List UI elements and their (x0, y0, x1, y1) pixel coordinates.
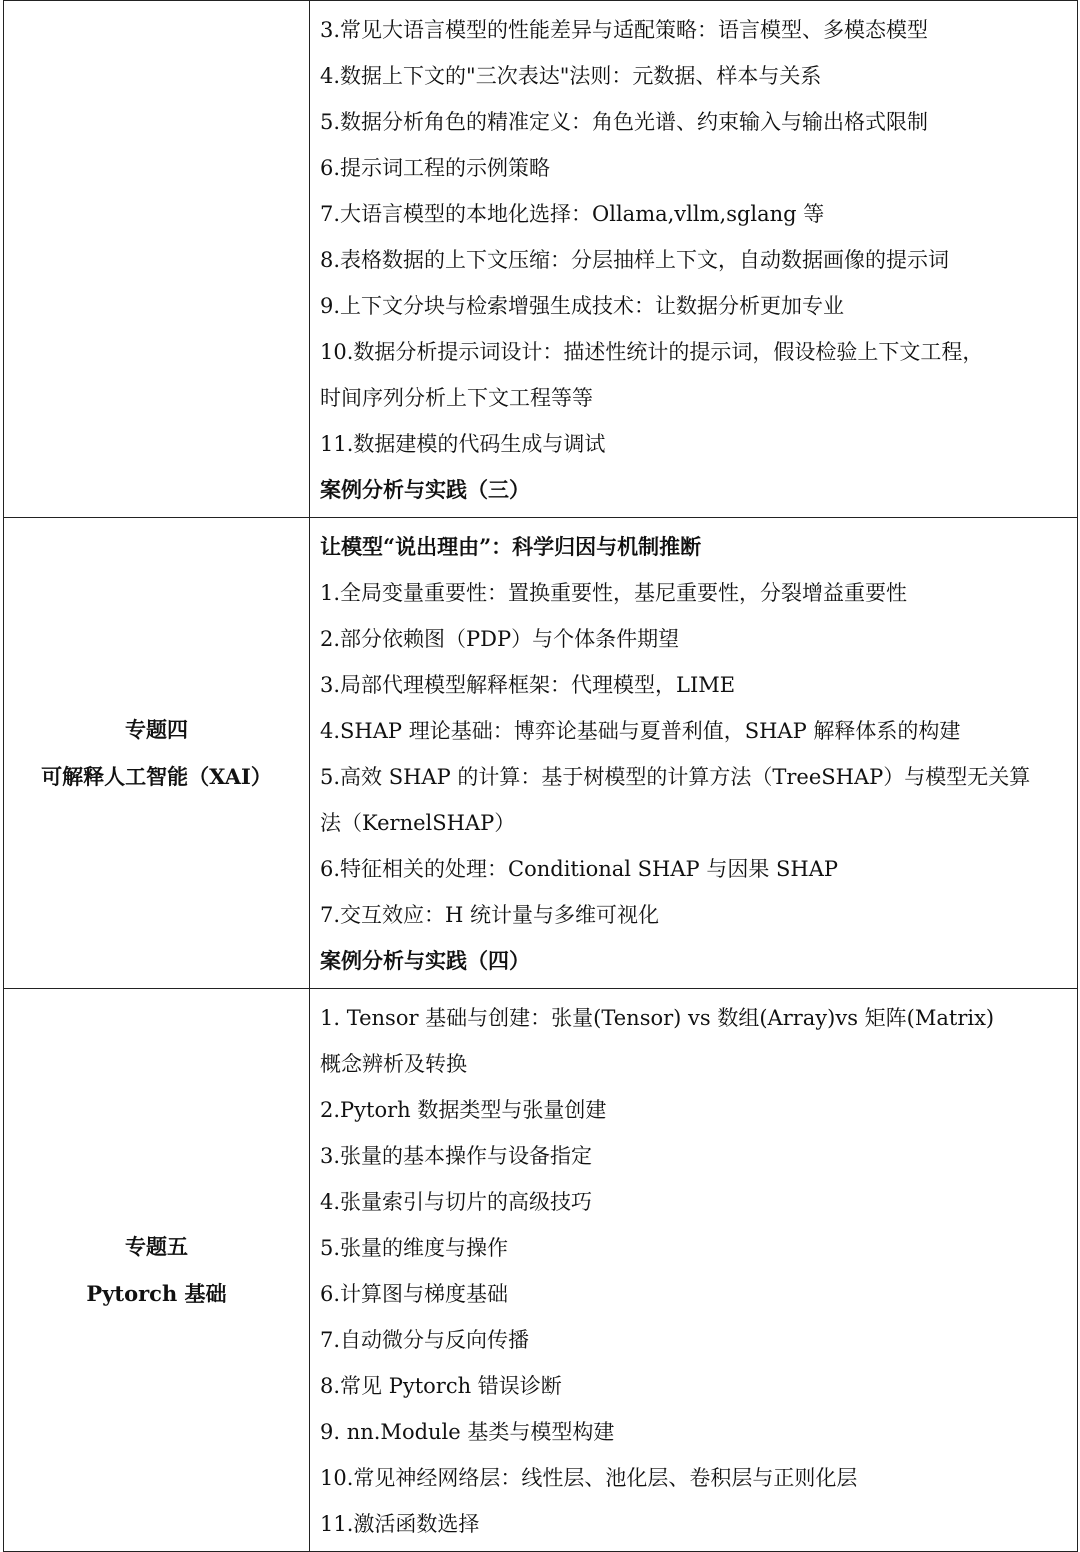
list-item: 11.数据建模的代码生成与调试 (320, 432, 606, 456)
section-heading: 案例分析与实践（四） (320, 948, 530, 973)
topic-cell (4, 1, 310, 518)
content-cell (310, 1, 1078, 518)
topic-title: 可解释人工智能（XAI） (41, 764, 272, 789)
list-item: 10.常见神经网络层：线性层、池化层、卷积层与正则化层 (320, 1466, 858, 1490)
list-item: 3.常见大语言模型的性能差异与适配策略：语言模型、多模态模型 (320, 18, 929, 42)
list-item: 6.计算图与梯度基础 (320, 1282, 509, 1306)
list-item: 1. Tensor 基础与创建：张量(Tensor) vs 数组(Array)vs 矩阵(Matrix) (320, 1006, 995, 1030)
list-item: 8.常见 Pytorch 错误诊断 (320, 1374, 562, 1398)
content-cell (310, 518, 1078, 989)
list-item: 7.大语言模型的本地化选择：Ollama,vllm,sglang 等 (320, 202, 825, 226)
list-item: 9.上下文分块与检索增强生成技术：让数据分析更加专业 (320, 294, 845, 318)
list-item: 6.提示词工程的示例策略 (320, 156, 551, 180)
course-outline-table (3, 0, 1078, 1552)
topic-number: 专题五 (125, 1234, 188, 1259)
list-item: 4.SHAP 理论基础：博弈论基础与夏普利值，SHAP 解释体系的构建 (320, 719, 961, 743)
list-item: 5.高效 SHAP 的计算：基于树模型的计算方法（TreeSHAP）与模型无关算 (320, 765, 1031, 789)
list-item: 时间序列分析上下文工程等等 (320, 386, 593, 410)
list-item: 5.数据分析角色的精准定义：角色光谱、约束输入与输出格式限制 (320, 110, 929, 134)
list-item: 1.全局变量重要性：置换重要性，基尼重要性，分裂增益重要性 (320, 581, 908, 605)
table-body (4, 1, 1078, 1552)
list-item: 7.交互效应：H 统计量与多维可视化 (320, 903, 660, 927)
list-item: 法（KernelSHAP） (320, 811, 516, 835)
table-row (4, 518, 1078, 989)
list-item: 4.张量索引与切片的高级技巧 (320, 1190, 593, 1214)
table-row (4, 1, 1078, 518)
topic-number: 专题四 (125, 717, 188, 742)
table-row (4, 989, 1078, 1552)
list-item: 7.自动微分与反向传播 (320, 1328, 530, 1352)
content-cell (310, 989, 1078, 1552)
list-item: 2.部分依赖图（PDP）与个体条件期望 (320, 627, 680, 651)
list-item: 4.数据上下文的"三次表达"法则：元数据、样本与关系 (320, 64, 822, 88)
list-item: 3.张量的基本操作与设备指定 (320, 1144, 593, 1168)
list-item: 概念辨析及转换 (320, 1052, 467, 1076)
topic-title: Pytorch 基础 (86, 1281, 227, 1306)
section-heading: 让模型“说出理由”：科学归因与机制推断 (320, 534, 702, 559)
list-item: 9. nn.Module 基类与模型构建 (320, 1420, 615, 1444)
topic-cell (4, 989, 310, 1552)
topic-cell (4, 518, 310, 989)
list-item: 10.数据分析提示词设计：描述性统计的提示词，假设检验上下文工程， (320, 340, 984, 364)
list-item: 5.张量的维度与操作 (320, 1236, 509, 1260)
list-item: 2.Pytorh 数据类型与张量创建 (320, 1098, 607, 1122)
section-heading: 案例分析与实践（三） (320, 477, 530, 502)
list-item: 8.表格数据的上下文压缩：分层抽样上下文，自动数据画像的提示词 (320, 248, 950, 272)
list-item: 6.特征相关的处理：Conditional SHAP 与因果 SHAP (320, 857, 839, 881)
list-item: 11.激活函数选择 (320, 1512, 480, 1536)
list-item: 3.局部代理模型解释框架：代理模型，LIME (320, 673, 736, 697)
